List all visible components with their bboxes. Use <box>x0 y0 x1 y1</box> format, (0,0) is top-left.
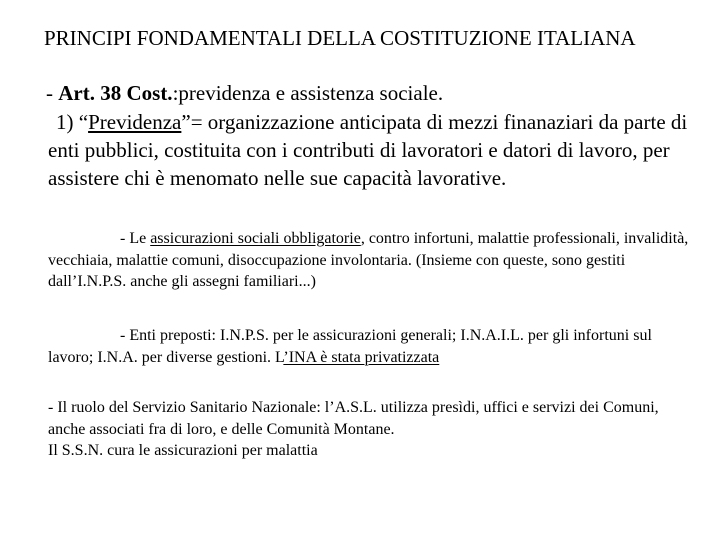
insurance-term: assicurazioni sociali obbligatorie <box>150 230 361 247</box>
ssn-paragraph <box>48 397 698 462</box>
insurance-text: , contro infortuni, malattie professionali, invalidità, vecchiaia, malattie comuni, disoccupazione involontaria. (Insieme con queste, sono gestiti dall’I.N.P.S. anche gli assegni familiari...) <box>48 230 689 291</box>
previdenza-definition <box>48 108 688 192</box>
article-reference: Art. 38 Cost. <box>58 81 173 105</box>
insurance-prefix: - Le <box>120 230 151 247</box>
entities-text: - Enti preposti: I.N.P.S. per le assicurazioni generali; I.N.A.I.L. per gli infortuni sul lavoro; I.N.A. per diverse gestioni. L <box>48 327 652 366</box>
slide-title: PRINCIPI FONDAMENTALI DELLA COSTITUZIONE ITALIANA <box>44 26 636 50</box>
ssn-line-2: Il S.S.N. cura le assicurazioni per malattia <box>48 442 318 460</box>
article-subject: :previdenza e assistenza sociale. <box>172 81 444 105</box>
article-dash: - <box>46 81 59 105</box>
insurance-paragraph <box>48 228 698 293</box>
definition-prefix: 1) “ <box>56 110 89 134</box>
ssn-line-1: - Il ruolo del Servizio Sanitario Nazionale: l’A.S.L. utilizza presìdi, uffici e servizi dei Comuni, anche associati fra di loro, e delle Comunità Montane. <box>48 399 659 438</box>
article-heading <box>46 80 686 107</box>
entities-paragraph <box>48 325 698 368</box>
definition-text: ”= organizzazione anticipata di mezzi finanaziari da parte di enti pubblici, costituita con i contributi di lavoratori e datori di lavoro, per assistere chi è menomato nelle sue capacità lavorative. <box>48 110 688 190</box>
entities-underlined-note: ’INA è stata privatizzata <box>283 348 440 366</box>
definition-term: Previdenza <box>88 110 182 134</box>
